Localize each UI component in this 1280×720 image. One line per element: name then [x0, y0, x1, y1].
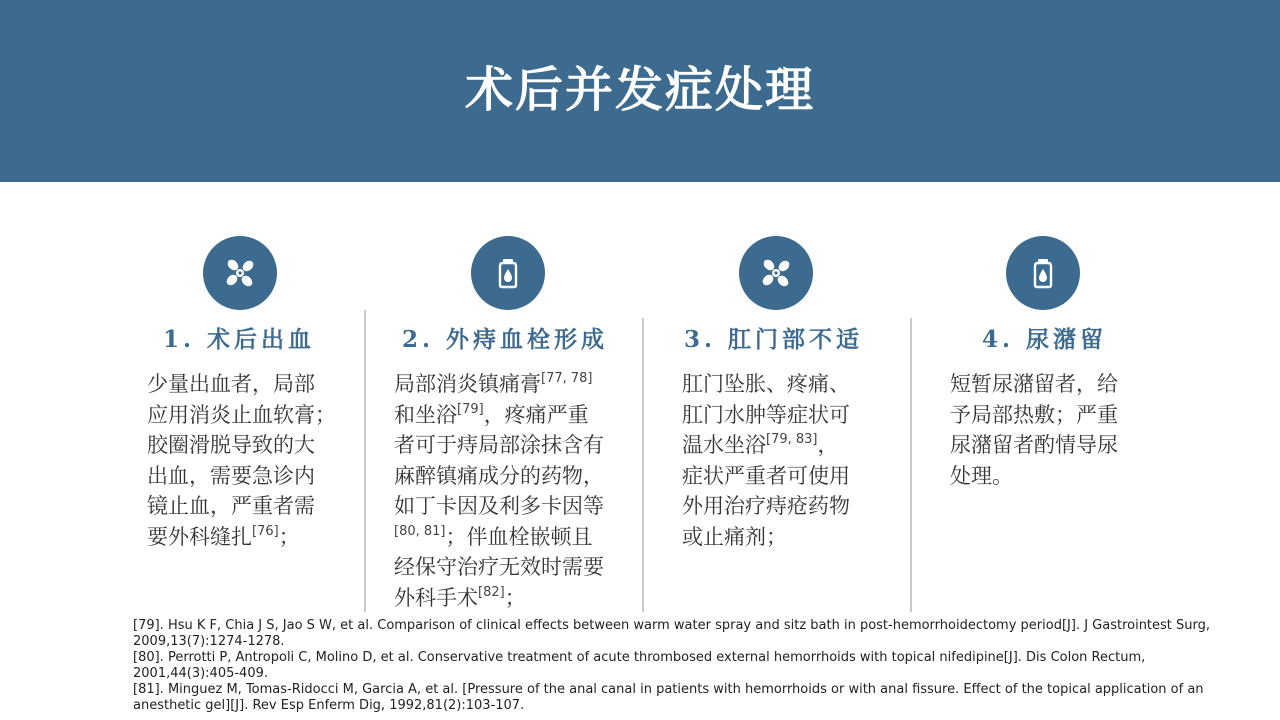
bottle-icon — [1024, 254, 1062, 292]
body-line: 局部消炎镇痛膏[77, 78] — [394, 371, 593, 396]
citation: [77, 78] — [541, 371, 593, 386]
reference-item: [79]. Hsu K F, Chia J S, Jao S W, et al. Comparison of clinical effects between warm water spray and sitz bath in post-hemorrhoidectomy period[J]. J Gastrointest Surg, 2009,13(7):1274-1278. — [133, 618, 1211, 649]
body-line: 要外科缝扎[76]； — [147, 523, 300, 549]
column-4-icon-circle — [1006, 236, 1080, 310]
column-2-title: 2. 外痔血栓形成 — [402, 326, 609, 353]
body-line: 出血，需要急诊内 — [147, 463, 315, 488]
body-line: 或止痛剂； — [682, 524, 787, 549]
citation: [80, 81] — [394, 523, 446, 539]
body-line: 者可于痔局部涂抹含有 — [394, 433, 604, 457]
reference-item: [81]. Minguez M, Tomas-Ridocci M, Garcia A, et al. [Pressure of the anal canal in patients with hemorrhoids or with anal fissure. Effect of the topical application of an anesthetic gel][J]. Rev Esp Enferm Dig, 1992,81(2):103-107. — [133, 682, 1204, 713]
body-line: 处理。 — [950, 463, 1013, 488]
column-4-title: 4. 尿潴留 — [982, 326, 1108, 353]
body-line: 予局部热敷；严重 — [950, 402, 1118, 427]
body-line: 胶圈滑脱导致的大 — [147, 433, 315, 457]
citation: [76] — [252, 523, 279, 539]
fan-icon — [221, 254, 259, 292]
body-line: 尿潴留者酌情导尿 — [950, 433, 1118, 457]
body-line: 麻醉镇痛成分的药物， — [394, 463, 604, 488]
body-line: 短暂尿潴留者，给 — [950, 372, 1118, 396]
column-2-body — [394, 369, 604, 613]
body-line: 少量出血者，局部 — [147, 372, 315, 396]
body-line: 镜止血，严重者需 — [147, 494, 315, 518]
citation: [79] — [457, 401, 484, 417]
column-1-body — [147, 369, 336, 552]
body-line: [80, 81]；伴血栓嵌顿且 — [394, 523, 593, 549]
fan-icon — [757, 254, 795, 292]
column-3-body — [682, 369, 850, 552]
body-line: 外科手术[82]； — [394, 584, 526, 610]
reference-item: [80]. Perrotti P, Antropoli C, Molino D, et al. Conservative treatment of acute thrombosed external hemorrhoids with topical nifedipine[J]. Dis Colon Rectum, 2001,44(3):405-409. — [133, 650, 1146, 681]
body-line: 肛门坠胀、疼痛、 — [682, 372, 850, 396]
body-line: 和坐浴[79]，疼痛严重 — [394, 401, 589, 427]
citation: [79, 83] — [766, 432, 818, 447]
references — [133, 618, 1243, 714]
body-line: 症状严重者可使用 — [682, 463, 850, 488]
column-divider — [642, 318, 644, 612]
bottle-icon — [489, 254, 527, 292]
column-3-title: 3. 肛门部不适 — [684, 326, 864, 353]
column-2-icon-circle — [471, 236, 545, 310]
body-line: 如丁卡因及利多卡因等 — [394, 494, 604, 518]
column-1-icon-circle — [203, 236, 277, 310]
column-3-icon-circle — [739, 236, 813, 310]
page-title: 术后并发症处理 — [464, 62, 815, 118]
column-divider — [910, 318, 912, 612]
body-line: 温水坐浴[79, 83]， — [682, 432, 839, 457]
body-line: 肛门水肿等症状可 — [682, 402, 850, 427]
body-line: 外用治疗痔疮药物 — [682, 494, 850, 518]
body-line: 经保守治疗无效时需要 — [394, 555, 604, 579]
body-line: 应用消炎止血软膏； — [147, 402, 336, 427]
citation: [82] — [478, 584, 505, 600]
title-banner — [0, 0, 1280, 182]
column-4-body — [950, 369, 1118, 491]
column-1-title: 1. 术后出血 — [163, 326, 316, 353]
column-divider — [364, 310, 366, 612]
